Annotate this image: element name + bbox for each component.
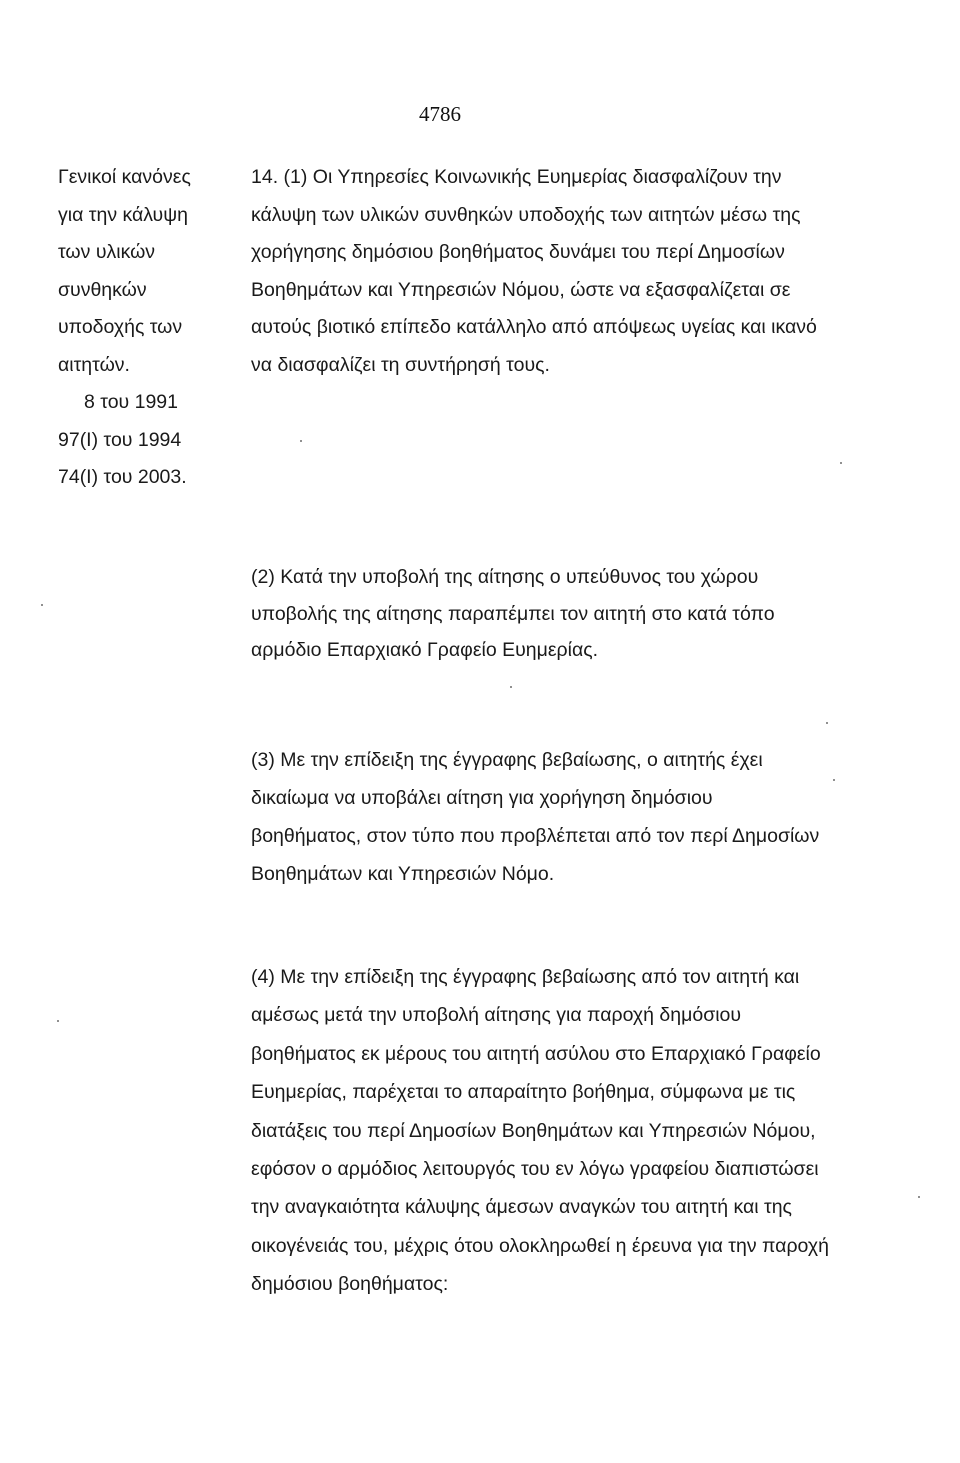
paragraph-line: κάλυψη των υλικών συνθηκών υποδοχής των αιτητών μέσω της <box>251 203 801 226</box>
scan-speck <box>918 1196 920 1198</box>
paragraph-line: δημόσιου βοηθήματος: <box>251 1273 449 1296</box>
page-number: 4786 <box>419 102 461 126</box>
paragraph-line: (3) Με την επίδειξη της έγγραφης βεβαίωσης, ο αιτητής έχει <box>251 749 763 771</box>
scan-speck <box>41 604 43 606</box>
paragraph-line: (2) Κατά την υποβολή της αίτησης ο υπεύθυνος του χώρου <box>251 566 759 588</box>
paragraph-line: εφόσον ο αρμόδιος λειτουργός του εν λόγω γραφείου διαπιστώσει <box>251 1158 819 1181</box>
law-reference: 74(Ι) του 2003. <box>58 466 187 488</box>
paragraph-line: χορήγησης δημόσιου βοηθήματος δυνάμει του περί Δημοσίων <box>251 241 785 263</box>
paragraph-line: βοηθήματος, στον τύπο που προβλέπεται από τον περί Δημοσίων <box>251 825 820 847</box>
margin-note-line: των υλικών <box>58 241 156 263</box>
margin-note <box>58 159 208 497</box>
paragraph-line: 14. (1) Οι Υπηρεσίες Κοινωνικής Ευημερίας διασφαλίζουν την <box>251 166 782 188</box>
scan-speck <box>833 779 835 781</box>
paragraph-line: διατάξεις του περί Δημοσίων Βοηθημάτων και Υπηρεσιών Νόμου, <box>251 1119 816 1142</box>
paragraph-line: την αναγκαιότητα κάλυψης άμεσων αναγκών του αιτητή και της <box>251 1196 792 1219</box>
paragraph-line: οικογένειάς του, μέχρις ότου ολοκληρωθεί η έρευνα για την παροχή <box>251 1234 829 1257</box>
paragraph-line: αμέσως μετά την υποβολή αίτησης για παροχή δημόσιου <box>251 1004 742 1027</box>
margin-note-line: για την κάλυψη <box>58 203 188 226</box>
law-reference: 8 του 1991 <box>84 391 178 413</box>
scan-speck <box>840 462 842 464</box>
paragraph-3 <box>251 741 891 893</box>
law-reference: 97(Ι) του 1994 <box>58 428 182 451</box>
scan-speck <box>826 722 828 724</box>
scan-speck <box>57 1020 59 1022</box>
paragraph-line: να διασφαλίζει τη συντήρησή τους. <box>251 353 550 376</box>
scan-speck <box>300 440 302 442</box>
paragraph-line: Ευημερίας, παρέχεται το απαραίτητο βοήθημα, σύμφωνα με τις <box>251 1081 796 1104</box>
paragraph-line: (4) Με την επίδειξη της έγγραφης βεβαίωσης από τον αιτητή και <box>251 966 800 988</box>
paragraph-line: Βοηθημάτων και Υπηρεσιών Νόμο. <box>251 863 555 885</box>
paragraph-line: Βοηθημάτων και Υπηρεσιών Νόμου, ώστε να εξασφαλίζεται σε <box>251 278 791 301</box>
margin-note-line: Γενικοί κανόνες <box>58 166 191 188</box>
paragraph-4 <box>251 958 891 1304</box>
paragraph-line: δικαίωμα να υποβάλει αίτηση για χορήγηση δημόσιου <box>251 787 713 809</box>
paragraph-line: βοηθήματος εκ μέρους του αιτητή ασύλου στο Επαρχιακό Γραφείο <box>251 1042 821 1065</box>
paragraph-1 <box>251 159 891 384</box>
scan-speck <box>510 686 512 688</box>
paragraph-2 <box>251 559 891 669</box>
margin-note-line: συνθηκών <box>58 278 147 301</box>
margin-note-line: αιτητών. <box>58 353 130 376</box>
paragraph-line: υποβολής της αίτησης παραπέμπει τον αιτητή στο κατά τόπο <box>251 602 775 625</box>
margin-note-line: υποδοχής των <box>58 316 183 338</box>
paragraph-line: αρμόδιο Επαρχιακό Γραφείο Ευημερίας. <box>251 639 599 661</box>
paragraph-line: αυτούς βιοτικό επίπεδο κατάλληλο από απόψεως υγείας και ικανό <box>251 316 817 338</box>
